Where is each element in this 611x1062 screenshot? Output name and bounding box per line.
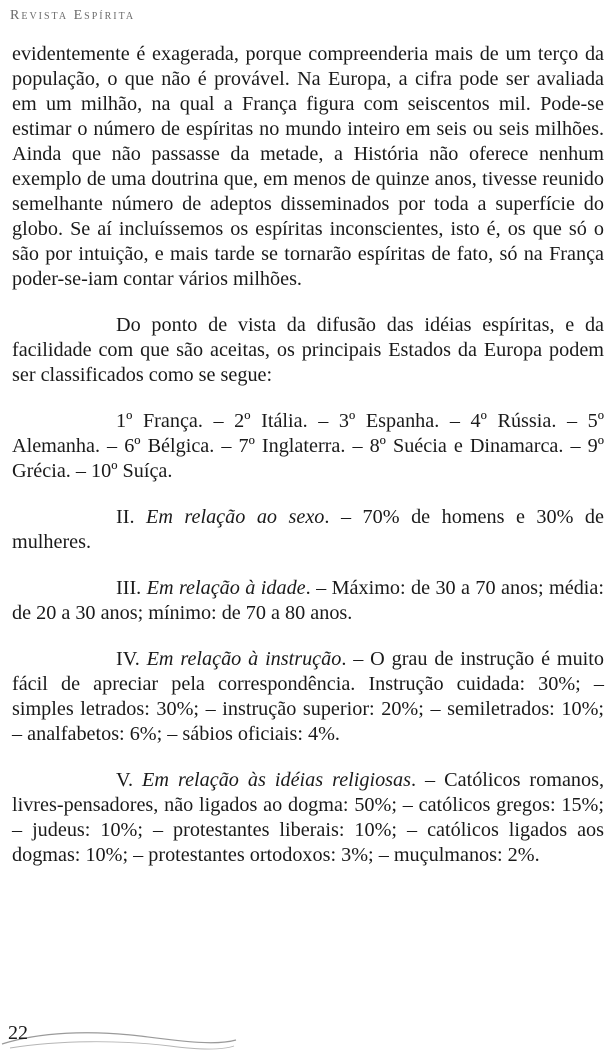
paragraph-7-religion	[12, 768, 604, 868]
section-text: . – 70% de homens e 30% de mulheres.	[12, 506, 604, 553]
section-text: . – O grau de instrução é muito fácil de apreciar pela correspondência. Instrução cuidada: 30%; – simples letrados: 30%; – instrução superior: 20%; – semiletrados: 10%; – analfabetos: 6%; – sábios oficiais: 4%.	[12, 648, 604, 745]
paragraph-gap	[12, 555, 604, 576]
section-text: . – Católicos romanos, livres-pensadores, não ligados ao dogma: 50%; – católicos gregos: 15%; – judeus: 10%; – protestantes liberais: 10%; – católicos ligados aos dogmas: 10%; – protestantes ortodoxos: 3%; – muçulmanos: 2%.	[12, 769, 605, 866]
paragraph-gap	[12, 292, 604, 313]
paragraph-1: evidentemente é exagerada, porque compreenderia mais de um terço da população, o que não é provável. Na Europa, a cifra pode ser avaliada em um milhão, na qual a França figura com seiscentos mil. Pode-se estimar o número de espíritas no mundo inteiro em seis ou seis milhões. Ainda que não passasse da metade, a História não oferece nenhum exemplo de uma doutrina que, em menos de quinze anos, tivesse reunido semelhante número de adeptos disseminados por toda a superfície do globo. Se aí incluíssemos os espíritas inconscientes, isto é, os que só o são por intuição, e mais tarde se tornarão espíritas de fato, só na França poder-se-iam contar vários milhões.	[12, 43, 604, 290]
paragraph-3-country-ranking: 1º França. – 2º Itália. – 3º Espanha. – 4º Rússia. – 5º Alemanha. – 6º Bélgica. – 7º Inglaterra. – 8º Suécia e Dinamarca. – 9º Grécia. – 10º Suíça.	[12, 410, 604, 482]
section-number: IV.	[116, 648, 147, 670]
paragraph-2: Do ponto de vista da difusão das idéias espíritas, e da facilidade com que são aceitas, os principais Estados da Europa podem ser classificados como se segue:	[12, 314, 604, 386]
paragraph-6-education	[12, 647, 604, 747]
section-number: III.	[116, 577, 147, 599]
section-text: . – Máximo: de 30 a 70 anos; média: de 20 a 30 anos; mínimo: de 70 a 80 anos.	[12, 577, 604, 624]
paragraph-gap	[12, 388, 604, 409]
running-head: Revista Espírita	[10, 8, 136, 23]
section-heading: Em relação às idéias religiosas	[142, 769, 411, 791]
ornament-swirl-icon	[0, 1026, 240, 1056]
paragraph-gap	[12, 747, 604, 768]
body-text	[12, 42, 604, 868]
section-number: II.	[116, 506, 146, 528]
section-number: V.	[116, 769, 143, 791]
paragraph-gap	[12, 626, 604, 647]
section-heading: Em relação à instrução	[146, 648, 342, 670]
paragraph-5-age	[12, 576, 604, 626]
paragraph-gap	[12, 484, 604, 505]
page-number: 22	[8, 1022, 28, 1044]
section-heading: Em relação ao sexo	[146, 506, 325, 528]
section-heading: Em relação à idade	[146, 577, 306, 599]
paragraph-4-sex	[12, 505, 604, 555]
